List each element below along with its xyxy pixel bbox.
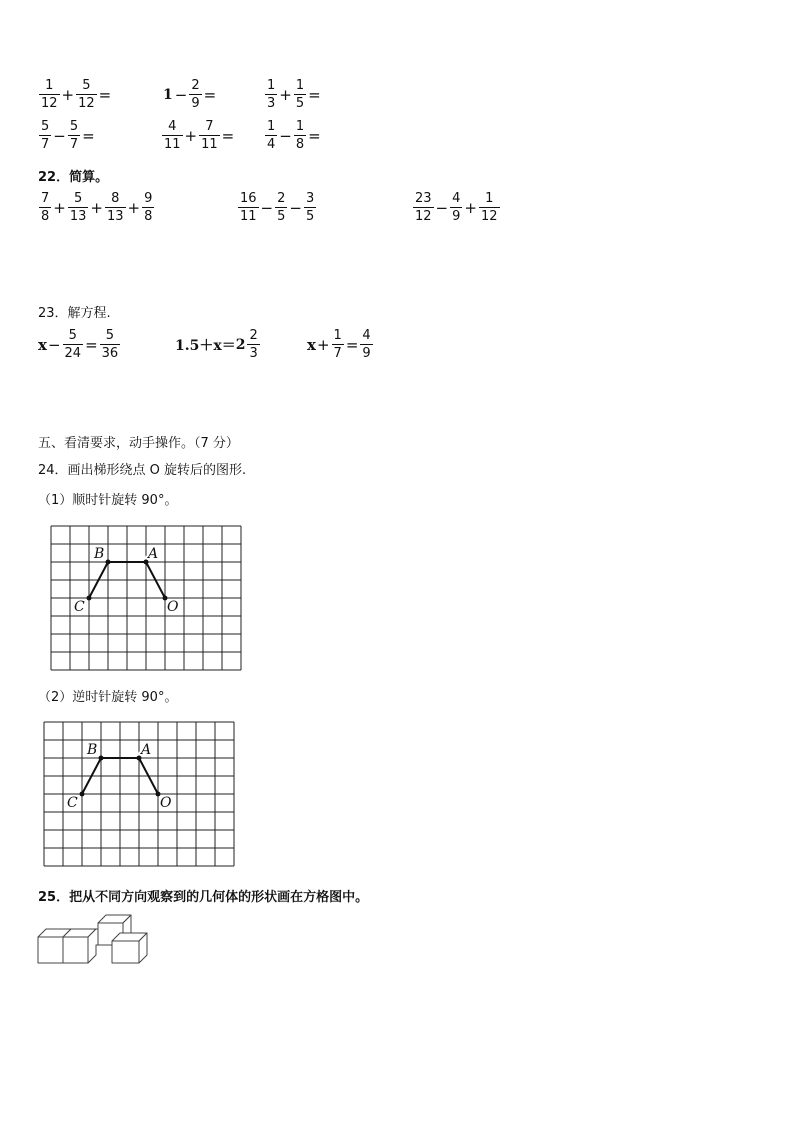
q23-title: 23．解方程. (38, 306, 111, 321)
grid-2[interactable] (43, 721, 237, 867)
label-b: B (94, 546, 105, 562)
point-b (99, 756, 104, 761)
q21-r1-e2: 1 − $\frac{2}{9}$ = (163, 78, 217, 111)
fraction: $\frac{5}{12}$ (78, 78, 95, 111)
point-b (106, 560, 111, 565)
q21-r1-e1: $\frac{1}{12}$ + $\frac{5}{12}$ = (41, 78, 112, 111)
q22-title: 22．简算。 (38, 170, 109, 185)
q23-e2: 1.5＋x＝ 2 $\frac{2}{3}$ (175, 328, 258, 361)
fraction: $\frac{2}{3}$ (249, 328, 258, 361)
q21-r2-e1: $\frac{5}{7}$ − $\frac{5}{7}$ = (41, 119, 95, 152)
label-c: C (67, 795, 78, 811)
q24-title: 24．画出梯形绕点 O 旋转后的图形. (38, 463, 247, 478)
q23-e3: x + $\frac{1}{7}$ = $\frac{4}{9}$ (307, 328, 371, 361)
grid-lines (44, 722, 234, 866)
grid-lines (51, 526, 241, 670)
label-a: A (141, 742, 152, 758)
point-c (87, 596, 92, 601)
fraction: $\frac{16}{11}$ (240, 191, 257, 224)
q23-e1: x − $\frac{5}{24}$ = $\frac{5}{36}$ (38, 328, 119, 361)
fraction: $\frac{4}{9}$ (452, 191, 461, 224)
label-o: O (167, 599, 179, 615)
q22-e1: $\frac{7}{8}$ + $\frac{5}{13}$ + $\frac{8}{13}$ + $\frac{9}{8}$ (41, 191, 153, 224)
q24-part2: （2）逆时针旋转 90°。 (38, 690, 178, 705)
point-c (80, 792, 85, 797)
label-a: A (148, 546, 159, 562)
fraction: $\frac{7}{8}$ (41, 191, 50, 224)
fraction: $\frac{2}{9}$ (191, 78, 200, 111)
q22-e3: $\frac{23}{12}$ − $\frac{4}{9}$ + $\frac{1}{12}$ (415, 191, 498, 224)
label-o: O (160, 795, 172, 811)
fraction: $\frac{7}{11}$ (201, 119, 218, 152)
label-c: C (74, 599, 85, 615)
fraction: $\frac{23}{12}$ (415, 191, 432, 224)
fraction: $\frac{1}{12}$ (41, 78, 58, 111)
grid-1[interactable] (50, 525, 244, 671)
q22-e2: $\frac{16}{11}$ − $\frac{2}{5}$ − $\frac{3}{5}$ (240, 191, 315, 224)
section5-title: 五、看清要求，动手操作。（7 分） (38, 436, 239, 451)
fraction: $\frac{1}{7}$ (333, 328, 342, 361)
fraction: $\frac{5}{36}$ (101, 328, 119, 361)
fraction: $\frac{5}{24}$ (64, 328, 82, 361)
fraction: $\frac{1}{4}$ (267, 119, 276, 152)
cube-solid-figure (36, 911, 156, 967)
q25-title: 25．把从不同方向观察到的几何体的形状画在方格图中。 (38, 890, 369, 905)
q21-r1-e3: $\frac{1}{3}$ + $\frac{1}{5}$ = (267, 78, 321, 111)
fraction: $\frac{9}{8}$ (144, 191, 153, 224)
fraction: $\frac{3}{5}$ (305, 191, 315, 224)
fraction: $\frac{8}{13}$ (106, 191, 124, 224)
label-b: B (87, 742, 98, 758)
fraction: $\frac{4}{11}$ (164, 119, 181, 152)
fraction: $\frac{5}{7}$ (41, 119, 50, 152)
q21-r2-e2: $\frac{4}{11}$ + $\frac{7}{11}$ = (164, 119, 235, 152)
fraction: $\frac{1}{5}$ (295, 78, 305, 111)
fraction: $\frac{5}{13}$ (69, 191, 87, 224)
fraction: $\frac{1}{3}$ (267, 78, 276, 111)
fraction: $\frac{1}{8}$ (295, 119, 305, 152)
fraction: $\frac{1}{12}$ (480, 191, 498, 224)
q24-part1: （1）顺时针旋转 90°。 (38, 493, 178, 508)
fraction: $\frac{2}{5}$ (277, 191, 286, 224)
q21-r2-e3: $\frac{1}{4}$ − $\frac{1}{8}$ = (267, 119, 321, 152)
fraction: $\frac{5}{7}$ (69, 119, 79, 152)
fraction: $\frac{4}{9}$ (362, 328, 371, 361)
